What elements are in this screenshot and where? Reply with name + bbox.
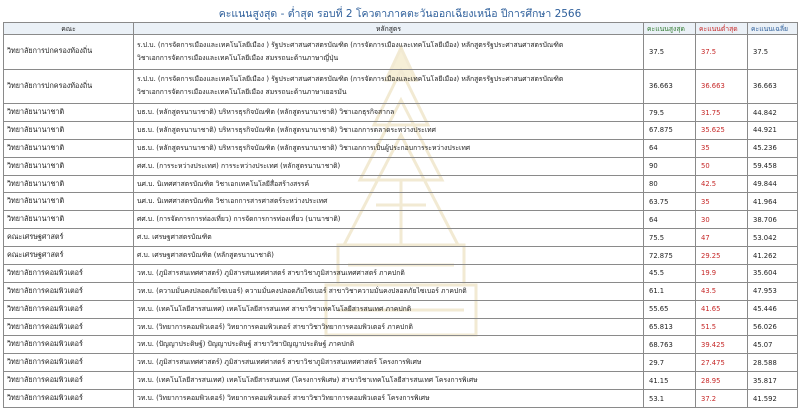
- min-score-cell: 50: [696, 157, 748, 175]
- faculty-cell: วิทยาลัยการปกครองท้องถิ่น: [4, 69, 134, 104]
- min-score-cell: 41.65: [696, 300, 748, 318]
- max-score-cell: 29.7: [644, 354, 696, 372]
- faculty-cell: วิทยาลัยการคอมพิวเตอร์: [4, 354, 134, 372]
- avg-score-cell: 41.262: [748, 247, 798, 265]
- table-row: [4, 390, 798, 408]
- min-score-cell: 30: [696, 211, 748, 229]
- faculty-cell: วิทยาลัยนานาชาติ: [4, 139, 134, 157]
- table-body: [4, 35, 798, 408]
- min-score-cell: 19.9: [696, 264, 748, 282]
- max-score-cell: 55.65: [644, 300, 696, 318]
- min-score-cell: 47: [696, 229, 748, 247]
- column-header-faculty: คณะ: [4, 23, 134, 35]
- max-score-cell: 45.5: [644, 264, 696, 282]
- avg-score-cell: 36.663: [748, 69, 798, 104]
- max-score-cell: 63.75: [644, 193, 696, 211]
- max-score-cell: 65.813: [644, 318, 696, 336]
- avg-score-cell: 41.964: [748, 193, 798, 211]
- faculty-cell: วิทยาลัยการคอมพิวเตอร์: [4, 318, 134, 336]
- program-line: ศ.บ. เศรษฐศาสตรบัณฑิต: [137, 233, 212, 242]
- max-score-cell: 37.5: [644, 35, 696, 70]
- table-row: [4, 282, 798, 300]
- program-line: วท.บ. (เทคโนโลยีสารสนเทศ) เทคโนโลยีสารสนเทศ (โครงการพิเศษ) สาขาวิชาเทคโนโลยีสารสนเทศ โครงการพิเศษ: [137, 376, 478, 385]
- max-score-cell: 68.763: [644, 336, 696, 354]
- min-score-cell: 35: [696, 139, 748, 157]
- faculty-cell: วิทยาลัยนานาชาติ: [4, 157, 134, 175]
- max-score-cell: 41.15: [644, 372, 696, 390]
- program-line: นศ.บ. นิเทศศาสตรบัณฑิต วิชาเอกเทคโนโลยีสื่อสร้างสรรค์: [137, 179, 310, 188]
- faculty-cell: คณะเศรษฐศาสตร์: [4, 229, 134, 247]
- column-header-max-score: คะแนนสูงสุด: [644, 23, 696, 35]
- column-header-min-score: คะแนนต่ำสุด: [696, 23, 748, 35]
- score-table: [3, 22, 798, 408]
- program-line: วท.บ. (ปัญญาประดิษฐ์) ปัญญาประดิษฐ์ สาขาวิชาปัญญาประดิษฐ์ ภาคปกติ: [137, 340, 355, 349]
- avg-score-cell: 44.842: [748, 104, 798, 122]
- program-cell: [134, 104, 644, 122]
- table-row: [4, 175, 798, 193]
- min-score-cell: 37.2: [696, 390, 748, 408]
- avg-score-cell: 37.5: [748, 35, 798, 70]
- min-score-cell: 39.425: [696, 336, 748, 354]
- table-row: [4, 157, 798, 175]
- faculty-cell: วิทยาลัยนานาชาติ: [4, 175, 134, 193]
- faculty-cell: วิทยาลัยนานาชาติ: [4, 211, 134, 229]
- program-cell: [134, 282, 644, 300]
- avg-score-cell: 47.953: [748, 282, 798, 300]
- min-score-cell: 35.625: [696, 121, 748, 139]
- table-row: [4, 318, 798, 336]
- faculty-cell: วิทยาลัยการคอมพิวเตอร์: [4, 390, 134, 408]
- min-score-cell: 43.5: [696, 282, 748, 300]
- avg-score-cell: 35.817: [748, 372, 798, 390]
- program-cell: [134, 35, 644, 70]
- max-score-cell: 80: [644, 175, 696, 193]
- program-cell: [134, 157, 644, 175]
- min-score-cell: 42.5: [696, 175, 748, 193]
- max-score-cell: 61.1: [644, 282, 696, 300]
- max-score-cell: 72.875: [644, 247, 696, 265]
- table-row: [4, 372, 798, 390]
- table-row: [4, 354, 798, 372]
- program-line: ศ.บ. เศรษฐศาสตรบัณฑิต (หลักสูตรนานาชาติ): [137, 251, 274, 260]
- program-line: ร.ป.บ. (การจัดการเมืองและเทคโนโลยีเมือง ) รัฐประศาสนศาสตรบัณฑิต (การจัดการเมืองและเทคโนโลยีเมือง) หลักสูตรรัฐประศาสนศาสตรบัณฑิต: [137, 75, 564, 84]
- program-line: ศศ.บ. (การระหว่างประเทศ) การระหว่างประเทศ (หลักสูตรนานาชาติ): [137, 161, 341, 170]
- min-score-cell: 29.25: [696, 247, 748, 265]
- program-cell: [134, 175, 644, 193]
- program-cell: [134, 247, 644, 265]
- avg-score-cell: 28.588: [748, 354, 798, 372]
- max-score-cell: 75.5: [644, 229, 696, 247]
- program-cell: [134, 336, 644, 354]
- faculty-cell: วิทยาลัยนานาชาติ: [4, 121, 134, 139]
- table-row: [4, 121, 798, 139]
- program-cell: [134, 69, 644, 104]
- program-line: บธ.บ. (หลักสูตรนานาชาติ) บริหารธุรกิจบัณฑิต (หลักสูตรนานาชาติ) วิชาเอกการเป็นผู้ประกอบการระหว่างประเทศ: [137, 143, 471, 152]
- avg-score-cell: 38.706: [748, 211, 798, 229]
- avg-score-cell: 45.236: [748, 139, 798, 157]
- program-line: วท.บ. (ความมั่นคงปลอดภัยไซเบอร์) ความมั่นคงปลอดภัยไซเบอร์ สาขาวิชาความมั่นคงปลอดภัยไซเบอร์ ภาคปกติ: [137, 286, 467, 295]
- max-score-cell: 53.1: [644, 390, 696, 408]
- min-score-cell: 28.95: [696, 372, 748, 390]
- program-line: ร.ป.บ. (การจัดการเมืองและเทคโนโลยีเมือง ) รัฐประศาสนศาสตรบัณฑิต (การจัดการเมืองและเทคโนโลยีเมือง) หลักสูตรรัฐประศาสนศาสตรบัณฑิต: [137, 40, 564, 49]
- table-row: [4, 247, 798, 265]
- program-line: วท.บ. (วิทยาการคอมพิวเตอร์) วิทยาการคอมพิวเตอร์ สาขาวิชาวิทยาการคอมพิวเตอร์ ภาคปกติ: [137, 322, 413, 331]
- page-title: คะแนนสูงสุด - ต่ำสุด รอบที่ 2 โควตาภาคตะวันออกเฉียงเหนือ ปีการศึกษา 2566: [218, 8, 582, 20]
- program-line: นศ.บ. นิเทศศาสตรบัณฑิต วิชาเอกการสารศาสตร์ระหว่างประเทศ: [137, 197, 328, 206]
- avg-score-cell: 44.921: [748, 121, 798, 139]
- avg-score-cell: 56.026: [748, 318, 798, 336]
- program-cell: [134, 372, 644, 390]
- table-row: [4, 139, 798, 157]
- table-row: [4, 336, 798, 354]
- program-line: บธ.บ. (หลักสูตรนานาชาติ) บริหารธุรกิจบัณฑิต (หลักสูตรนานาชาติ) วิชาเอกการตลาดระหว่างประเทศ: [137, 125, 436, 134]
- max-score-cell: 36.663: [644, 69, 696, 104]
- avg-score-cell: 41.592: [748, 390, 798, 408]
- program-line: บธ.บ. (หลักสูตรนานาชาติ) บริหารธุรกิจบัณฑิต (หลักสูตรนานาชาติ) วิชาเอกธุรกิจสากล: [137, 108, 395, 117]
- max-score-cell: 90: [644, 157, 696, 175]
- max-score-cell: 67.875: [644, 121, 696, 139]
- program-cell: [134, 121, 644, 139]
- faculty-cell: วิทยาลัยการคอมพิวเตอร์: [4, 372, 134, 390]
- program-cell: [134, 354, 644, 372]
- avg-score-cell: 59.458: [748, 157, 798, 175]
- table-header-row: [4, 23, 798, 35]
- avg-score-cell: 45.07: [748, 336, 798, 354]
- table-row: [4, 104, 798, 122]
- avg-score-cell: 35.604: [748, 264, 798, 282]
- max-score-cell: 79.5: [644, 104, 696, 122]
- faculty-cell: วิทยาลัยการคอมพิวเตอร์: [4, 282, 134, 300]
- program-cell: [134, 211, 644, 229]
- program-line: ศศ.บ. (การจัดการการท่องเที่ยว) การจัดการการท่องเที่ยว (นานาชาติ): [137, 215, 341, 224]
- table-row: [4, 211, 798, 229]
- faculty-cell: วิทยาลัยการคอมพิวเตอร์: [4, 336, 134, 354]
- program-cell: [134, 229, 644, 247]
- program-cell: [134, 264, 644, 282]
- program-line: วท.บ. (ภูมิสารสนเทศศาสตร์) ภูมิสารสนเทศศาสตร์ สาขาวิชาภูมิสารสนเทศศาสตร์ ภาคปกติ: [137, 268, 405, 277]
- avg-score-cell: 49.844: [748, 175, 798, 193]
- table-row: [4, 264, 798, 282]
- program-cell: [134, 300, 644, 318]
- table-row: [4, 300, 798, 318]
- min-score-cell: 31.75: [696, 104, 748, 122]
- program-cell: [134, 139, 644, 157]
- faculty-cell: วิทยาลัยการคอมพิวเตอร์: [4, 300, 134, 318]
- min-score-cell: 51.5: [696, 318, 748, 336]
- program-cell: [134, 193, 644, 211]
- program-line: วิชาเอกการจัดการเมืองและเทคโนโลยีเมือง สมรรถนะด้านภาษาเยอรมัน: [137, 88, 347, 97]
- table-row: [4, 229, 798, 247]
- program-cell: [134, 390, 644, 408]
- min-score-cell: 37.5: [696, 35, 748, 70]
- program-line: วิชาเอกการจัดการเมืองและเทคโนโลยีเมือง สมรรถนะด้านภาษาญี่ปุ่น: [137, 53, 339, 62]
- min-score-cell: 36.663: [696, 69, 748, 104]
- faculty-cell: คณะเศรษฐศาสตร์: [4, 247, 134, 265]
- program-line: วท.บ. (เทคโนโลยีสารสนเทศ) เทคโนโลยีสารสนเทศ สาขาวิชาเทคโนโลยีสารสนเทศ ภาคปกติ: [137, 304, 412, 313]
- faculty-cell: วิทยาลัยนานาชาติ: [4, 193, 134, 211]
- faculty-cell: วิทยาลัยการปกครองท้องถิ่น: [4, 35, 134, 70]
- max-score-cell: 64: [644, 139, 696, 157]
- table-row: [4, 69, 798, 104]
- min-score-cell: 27.475: [696, 354, 748, 372]
- column-header-program: หลักสูตร: [134, 23, 644, 35]
- avg-score-cell: 45.446: [748, 300, 798, 318]
- program-cell: [134, 318, 644, 336]
- table-row: [4, 35, 798, 70]
- avg-score-cell: 53.042: [748, 229, 798, 247]
- table-row: [4, 193, 798, 211]
- faculty-cell: วิทยาลัยนานาชาติ: [4, 104, 134, 122]
- min-score-cell: 35: [696, 193, 748, 211]
- program-line: วท.บ. (วิทยาการคอมพิวเตอร์) วิทยาการคอมพิวเตอร์ สาขาวิชาวิทยาการคอมพิวเตอร์ โครงการพิเศษ: [137, 394, 430, 403]
- program-line: วท.บ. (ภูมิสารสนเทศศาสตร์) ภูมิสารสนเทศศาสตร์ สาขาวิชาภูมิสารสนเทศศาสตร์ โครงการพิเศษ: [137, 358, 422, 367]
- column-header-avg-score: คะแนนเฉลี่ย: [748, 23, 798, 35]
- faculty-cell: วิทยาลัยการคอมพิวเตอร์: [4, 264, 134, 282]
- max-score-cell: 64: [644, 211, 696, 229]
